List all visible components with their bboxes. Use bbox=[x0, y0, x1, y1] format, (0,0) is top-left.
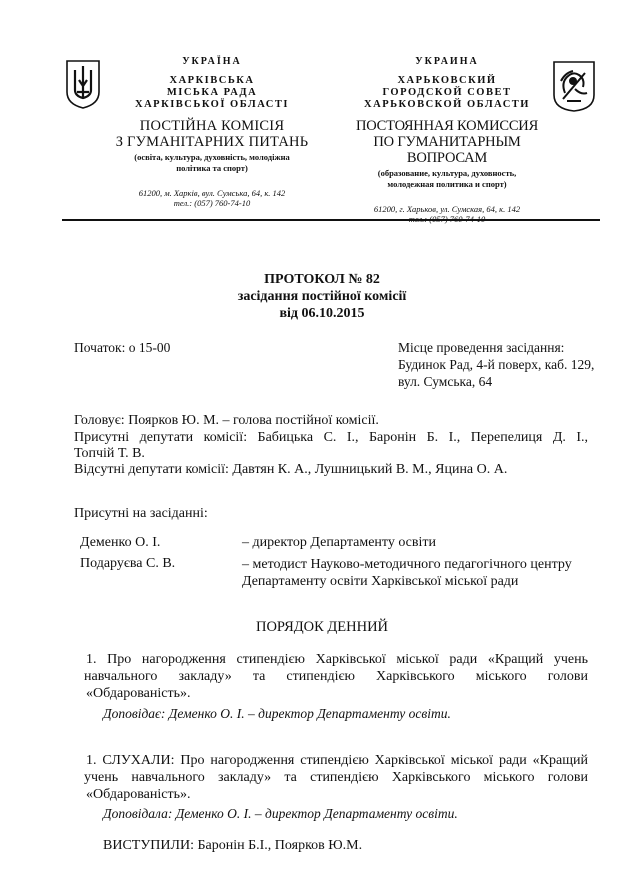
council-name-ru: ХАРЬКОВСКИЙ ГОРОДСКОЙ СОВЕТ ХАРЬКОВСКОЙ ОБЛАСТИ bbox=[364, 75, 530, 110]
header-ukrainian bbox=[92, 56, 332, 208]
committee-name-ua: ПОСТІЙНА КОМІСІЯ З ГУМАНІТАРНИХ ПИТАНЬ bbox=[115, 118, 309, 150]
committee-scope-ru: (образование, культура, духовность, молодежная политика и спорт) bbox=[377, 168, 517, 189]
guests-heading: Присутні на засіданні: bbox=[74, 506, 208, 521]
absent-members-line: Відсутні депутати комісії: Давтян К. А., Лушницький В. М., Яцина О. А. bbox=[74, 462, 508, 477]
meeting-start: Початок: о 15-00 bbox=[74, 340, 171, 355]
country-name-ru: УКРАИНА bbox=[415, 56, 479, 67]
address-ua: 61200, м. Харків, вул. Сумська, 64, к. 142 тел.: (057) 760-74-10 bbox=[138, 188, 286, 208]
header-russian bbox=[334, 56, 560, 224]
heard-speaker: Доповідала: Деменко О. І. – директор Департаменту освіти. bbox=[103, 806, 458, 821]
address-ru: 61200, г. Харьков, ул. Сумская, 64, к. 142 bbox=[373, 204, 521, 214]
agenda-speaker: Доповідає: Деменко О. І. – директор Департаменту освіти. bbox=[103, 706, 451, 721]
council-name-ua: ХАРКІВСЬКА МІСЬКА РАДА ХАРКІВСЬКОЇ ОБЛАСТІ bbox=[135, 75, 289, 110]
agenda-heading: ПОРЯДОК ДЕННИЙ bbox=[255, 619, 389, 635]
agenda-item-1: 1. Про нагородження стипендією Харківської міської ради «Кращий учень навчального закладу» та стипендією Харківського міського голови «Обдарованість». bbox=[84, 652, 588, 701]
guest-name: Деменко О. І. bbox=[80, 535, 161, 550]
country-name-ua: УКРАЇНА bbox=[182, 56, 242, 67]
committee-scope-ua: (освіта, культура, духовність, молодіжна політика та спорт) bbox=[134, 152, 290, 173]
guest-role: – директор Департаменту освіти bbox=[242, 535, 437, 550]
committee-name-ru: ПОСТОЯННАЯ КОМИССИЯ ПО ГУМАНИТАРНЫМ ВОПРОСАМ bbox=[355, 118, 539, 166]
present-members-line: Присутні депутати комісії: Бабицька С. І., Баронін Б. І., Перепелиця Д. І., bbox=[74, 430, 588, 445]
guest-role: – методист Науково-методичного педагогічного центру Департаменту освіти Харківської міської ради bbox=[242, 557, 572, 589]
heard-item-1: 1. СЛУХАЛИ: Про нагородження стипендією Харківської міської ради «Кращий учень навчального закладу» та стипендією Харківського міського голови «Обдарованість». bbox=[84, 753, 588, 802]
header-divider bbox=[62, 219, 600, 221]
present-members-cont: Топчій Т. В. bbox=[74, 446, 145, 461]
protocol-date: від 06.10.2015 bbox=[279, 306, 365, 321]
protocol-title: ПРОТОКОЛ № 82 bbox=[264, 272, 380, 287]
meeting-place: Місце проведення засідання: Будинок Рад, 4-й поверх, каб. 129, вул. Сумська, 64 bbox=[398, 340, 595, 389]
spoke-line: ВИСТУПИЛИ: Баронін Б.І., Поярков Ю.М. bbox=[103, 838, 363, 853]
chair-line: Головує: Поярков Ю. М. – голова постійної комісії. bbox=[74, 413, 379, 428]
protocol-subtitle: засідання постійної комісії bbox=[237, 289, 407, 304]
guest-name: Подаруєва С. В. bbox=[80, 556, 176, 571]
